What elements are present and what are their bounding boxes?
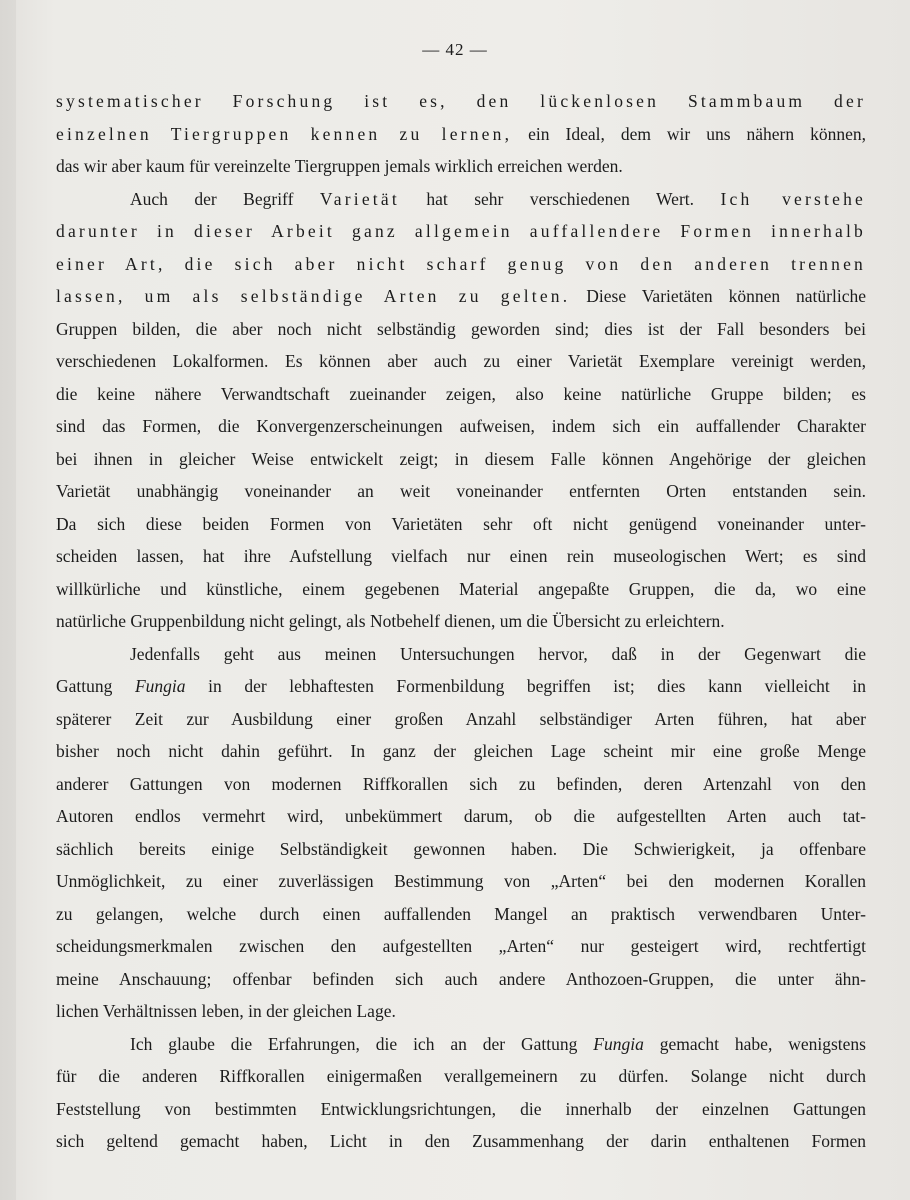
spaced-emphasis: Ich verstehe [720,188,866,209]
text-segment: verschiedenen Lokalformen. Es können aber auch zu einer Varietät Exemplare vereinigt werden, [56,351,866,371]
spaced-emphasis: Varietät [319,188,400,209]
text-line [56,1061,866,1094]
text-line [56,151,866,184]
text-line [56,736,866,769]
text-line [56,671,866,704]
text-line [56,574,866,607]
text-segment: Unmöglichkeit, zu einer zuverlässigen Bestimmung von „Arten“ bei den modernen Korallen [56,871,866,891]
text-segment: die keine nähere Verwandtschaft zueinander zeigen, also keine natürliche Gruppe bilden; es [56,383,866,404]
text-segment: scheidungsmerkmalen zwischen den aufgestellten „Arten“ nur gesteigert wird, rechtfertigt [56,936,866,956]
text-segment: hat sehr verschiedenen Wert. [399,188,721,209]
text-segment: Autoren endlos vermehrt wird, unbekümmert darum, ob die aufgestellten Arten auch tat- [56,806,866,826]
spaced-emphasis: einzelnen Tiergruppen kennen zu lernen, [56,123,513,144]
text-line [56,346,866,379]
text-segment: anderer Gattungen von modernen Riffkorallen sich zu befinden, deren Artenzahl von den [56,773,866,794]
italic-term: Fungia [134,676,186,696]
text-line [56,86,866,119]
text-segment: gemacht habe, wenigstens [643,1033,866,1054]
text-line [56,769,866,802]
text-line [56,606,866,639]
text-line [56,801,866,834]
body-text [56,86,866,1159]
text-line [56,964,866,997]
italic-term: Fungia [593,1033,644,1054]
spaced-emphasis: lassen, um als selbständige Arten zu gelten. [56,286,571,306]
text-segment: Ich glaube die Erfahrungen, die ich an der Gattung [130,1033,594,1054]
text-segment: lichen Verhältnissen leben, in der gleichen Lage. [56,1001,396,1021]
text-line [56,834,866,867]
text-line [56,996,866,1029]
text-segment: für die anderen Riffkorallen einigermaßen verallgemeinern zu dürfen. Solange nicht durch [56,1066,866,1086]
text-line [56,704,866,737]
text-segment: Auch der Begriff [130,188,320,209]
text-line [56,931,866,964]
text-segment: sich geltend gemacht haben, Licht in den Zusammenhang der darin enthaltenen Formen [56,1131,866,1151]
text-line [56,379,866,412]
spaced-emphasis: systematischer Forschung ist es, den lückenlosen Stammbaum der [56,91,866,111]
text-line [56,866,866,899]
spaced-emphasis: darunter in dieser Arbeit ganz allgemein auffallendere Formen innerhalb [56,221,866,241]
text-line [56,411,866,444]
text-segment: meine Anschauung; offenbar befinden sich auch andere Anthozoen-Gruppen, die unter ähn- [56,968,866,989]
text-segment: Gattung [56,676,135,696]
text-line [56,249,866,282]
text-line [56,314,866,347]
text-line [56,1094,866,1127]
text-segment: natürliche Gruppenbildung nicht gelingt, als Notbehelf dienen, um die Übersicht zu erleichtern. [56,611,725,631]
scan-edge-shadow [0,0,16,1200]
text-line [56,1029,866,1062]
text-line [56,541,866,574]
text-line [56,509,866,542]
page-number: — 42 — [422,40,488,59]
text-segment: Diese Varietäten können natürliche [570,286,866,306]
text-line [56,216,866,249]
text-line [56,119,866,152]
text-segment: willkürliche und künstliche, einem gegebenen Material angepaßte Gruppen, die da, wo eine [56,578,866,599]
text-segment: Varietät unabhängig voneinander an weit voneinander entfernten Orten entstanden sein. [56,481,866,501]
text-segment: ein Ideal, dem wir uns nähern können, [512,123,866,144]
text-line [56,1126,866,1159]
text-line [56,444,866,477]
text-segment: Gruppen bilden, die aber noch nicht selbständig geworden sind; dies ist der Fall besonders bei [56,318,866,339]
text-line [56,476,866,509]
text-line [56,899,866,932]
text-segment: Feststellung von bestimmten Entwicklungsrichtungen, die innerhalb der einzelnen Gattungen [56,1098,866,1119]
text-segment: sind das Formen, die Konvergenzerscheinungen aufweisen, indem sich ein auffallender Charakter [56,416,866,436]
text-segment: Da sich diese beiden Formen von Varietäten sehr oft nicht genügend voneinander unter- [56,513,866,534]
text-segment: scheiden lassen, hat ihre Aufstellung vielfach nur einen rein museologischen Wert; es sind [56,546,866,566]
text-segment: späterer Zeit zur Ausbildung einer großen Anzahl selbständiger Arten führen, hat aber [56,708,866,729]
text-segment: sächlich bereits einige Selbständigkeit gewonnen haben. Die Schwierigkeit, ja offenbare [56,838,866,859]
text-line [56,639,866,672]
text-segment: bisher noch nicht dahin geführt. In ganz der gleichen Lage scheint mir eine große Menge [56,741,866,761]
text-line [56,281,866,314]
text-segment: das wir aber kaum für vereinzelte Tiergruppen jemals wirklich erreichen werden. [56,156,623,176]
text-segment: in der lebhaftesten Formenbildung begriffen ist; dies kann vielleicht in [185,676,866,696]
text-segment: zu gelangen, welche durch einen auffallenden Mangel an praktisch verwendbaren Unter- [56,903,866,924]
text-segment: Jedenfalls geht aus meinen Untersuchungen hervor, daß in der Gegenwart die [130,643,866,664]
spaced-emphasis: einer Art, die sich aber nicht scharf genug von den anderen trennen [56,253,866,274]
text-line [56,184,866,217]
text-segment: bei ihnen in gleicher Weise entwickelt zeigt; in diesem Falle können Angehörige der gleichen [56,448,866,469]
